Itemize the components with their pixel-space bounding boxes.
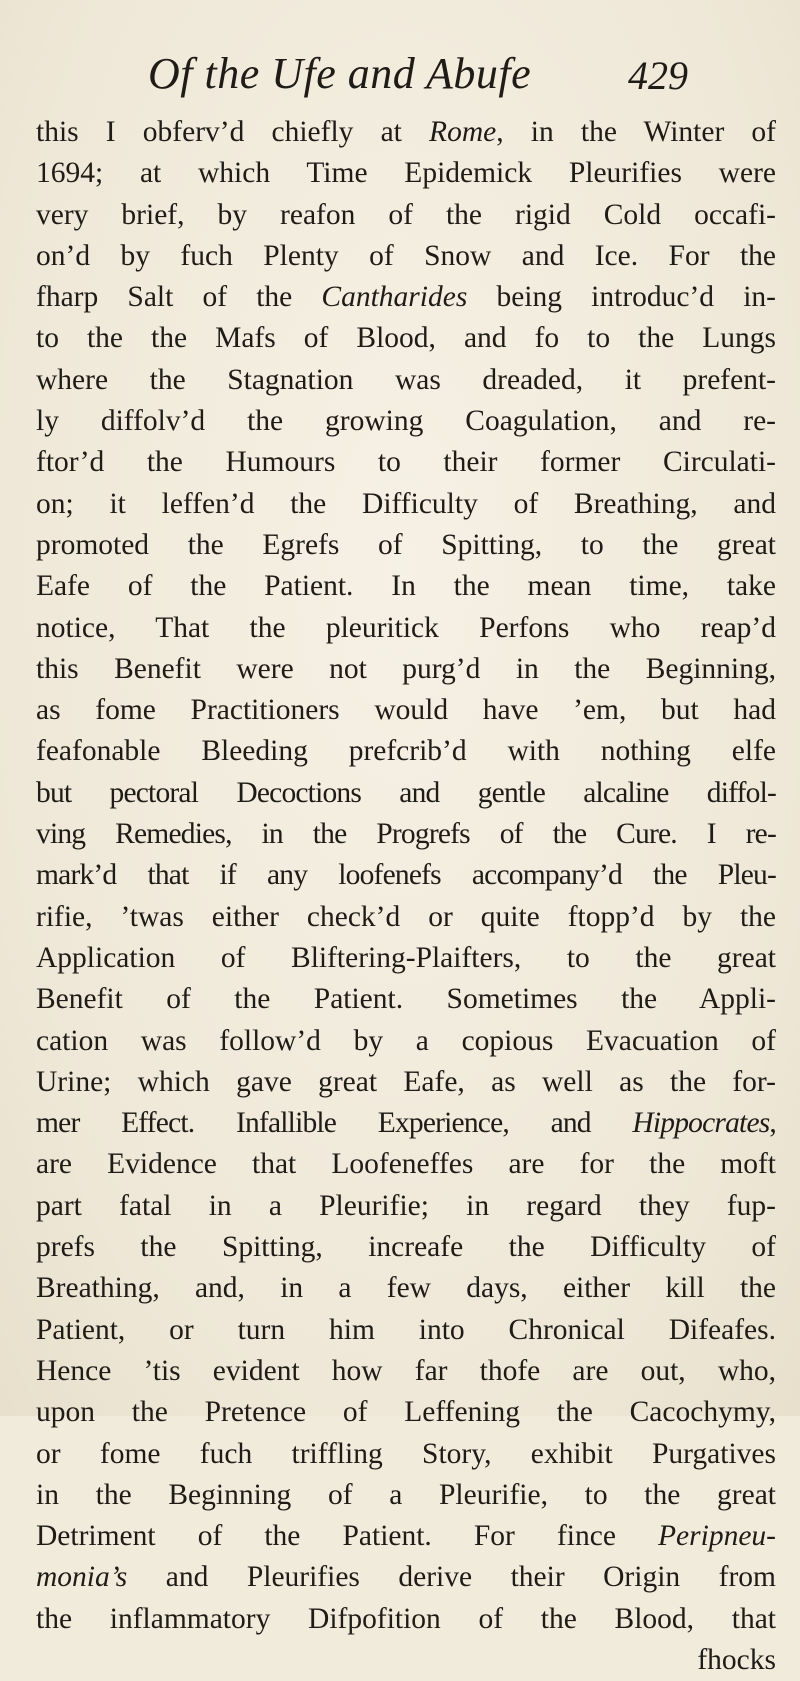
text-line: Eafe of the Patient. In the mean time, take xyxy=(36,570,776,603)
text-line: Benefit of the Patient. Sometimes the Appli- xyxy=(36,983,776,1016)
text-line: on; it leffen’d the Difficulty of Breathing, and xyxy=(36,487,776,520)
text-line: rifie, ’twas either check’d or quite ftopp’d by the xyxy=(36,900,776,933)
text-line: Breathing, and, in a few days, either kill the xyxy=(36,1272,776,1305)
page-number: 429 xyxy=(628,53,688,98)
text-line: in the Beginning of a Pleurifie, to the great xyxy=(36,1478,776,1511)
text-line: Patient, or turn him into Chronical Difeafes. xyxy=(36,1313,776,1346)
text-line: part fatal in a Pleurifie; in regard they fup- xyxy=(36,1189,776,1222)
text-line: fharp Salt of the Cantharides being introduc’d in- xyxy=(36,281,776,314)
text-line: the inflammatory Difpofition of the Blood, that xyxy=(36,1602,776,1635)
text-line: Application of Bliftering-Plaifters, to the great xyxy=(36,941,776,974)
text-line: but pectoral Decoctions and gentle alcaline diffol- xyxy=(36,776,776,809)
text-line: very brief, by reafon of the rigid Cold occafi- xyxy=(36,198,776,231)
page-header xyxy=(148,44,688,104)
text-line: where the Stagnation was dreaded, it prefent- xyxy=(36,363,776,396)
text-line: on’d by fuch Plenty of Snow and Ice. For the xyxy=(36,239,776,272)
text-line: ly diffolv’d the growing Coagulation, and re- xyxy=(36,405,776,438)
text-line: Detriment of the Patient. For fince Peripneu- xyxy=(36,1520,776,1553)
text-line: this I obferv’d chiefly at Rome, in the Winter of xyxy=(36,116,776,148)
text-line: upon the Pretence of Leffening the Cacochymy, xyxy=(36,1396,776,1429)
text-line: Hence ’tis evident how far thofe are out, who, xyxy=(36,1354,776,1387)
text-line: or fome fuch triffling Story, exhibit Purgatives xyxy=(36,1437,776,1470)
text-line: this Benefit were not purg’d in the Beginning, xyxy=(36,652,776,685)
text-line: monia’s and Pleurifies derive their Origin from xyxy=(36,1561,776,1594)
text-line: feafonable Bleeding prefcrib’d with nothing elfe xyxy=(36,735,776,768)
text-line: ving Remedies, in the Progrefs of the Cure. I re- xyxy=(36,818,776,851)
text-line: mer Effect. Infallible Experience, and Hippocrates, xyxy=(36,1107,776,1140)
text-line: prefs the Spitting, increafe the Difficulty of xyxy=(36,1231,776,1264)
text-line: promoted the Egrefs of Spitting, to the great xyxy=(36,528,776,561)
text-line: notice, That the pleuritick Perfons who reap’d xyxy=(36,611,776,644)
text-line: 1694; at which Time Epidemick Pleurifies were xyxy=(36,157,776,190)
text-line: ftor’d the Humours to their former Circulati- xyxy=(36,446,776,479)
text-line: to the the Mafs of Blood, and fo to the Lungs xyxy=(36,322,776,355)
body-text xyxy=(36,112,776,1681)
text-line: cation was follow’d by a copious Evacuation of xyxy=(36,1024,776,1057)
catchword: fhocks xyxy=(697,1643,776,1676)
text-line: Urine; which gave great Eafe, as well as the for- xyxy=(36,1065,776,1098)
text-line: as fome Practitioners would have ’em, but had xyxy=(36,694,776,727)
text-line: mark’d that if any loofenefs accompany’d the Pleu- xyxy=(36,859,776,892)
running-title: Of the Ufe and Abufe xyxy=(148,49,532,98)
text-line: are Evidence that Loofeneffes are for the moft xyxy=(36,1148,776,1181)
